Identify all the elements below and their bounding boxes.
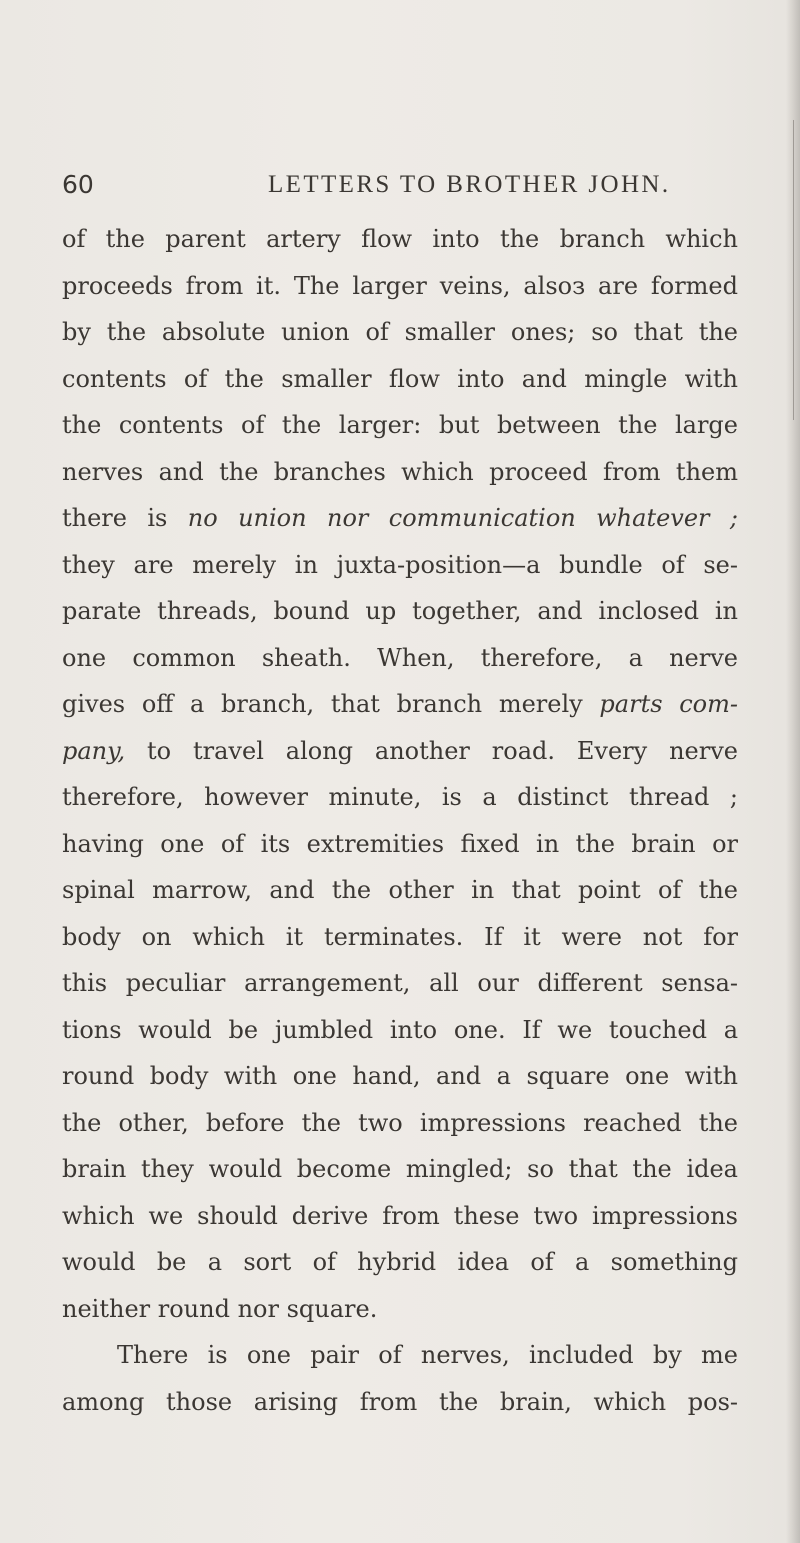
text-line-6: nerves and the branches which proceed from them bbox=[62, 457, 738, 486]
text-line-14: having one of its extremities fixed in the brain or bbox=[62, 829, 738, 858]
text-line-12 bbox=[62, 728, 738, 775]
text-line-23: would be a sort of hybrid idea of a something bbox=[62, 1248, 738, 1276]
running-title: LETTERS TO BROTHER JOHN. bbox=[268, 171, 671, 198]
text-line-26: among those arising from the brain, which pos- bbox=[62, 1387, 738, 1416]
text-line-18: tions would be jumbled into one. If we touched a bbox=[62, 1015, 738, 1044]
body-text bbox=[62, 216, 738, 1425]
text-line-9: parate threads, bound up together, and inclosed in bbox=[62, 597, 738, 625]
text-line-2: proceeds from it. The larger veins, alsoз are formed bbox=[62, 271, 738, 300]
text-line-4: contents of the smaller flow into and mingle with bbox=[62, 364, 738, 393]
text-fragment: there is bbox=[62, 504, 188, 532]
page-number: 60 bbox=[62, 170, 94, 199]
text-line-5: the contents of the larger: but between the large bbox=[62, 411, 738, 439]
text-line-22: which we should derive from these two impressions bbox=[62, 1201, 738, 1230]
text-line-25: There is one pair of nerves, included by me bbox=[117, 1341, 738, 1369]
running-head bbox=[62, 168, 762, 202]
italic-fragment: pany, bbox=[62, 736, 126, 765]
italic-fragment: parts com- bbox=[599, 690, 738, 718]
text-fragment: gives off a branch, that branch merely bbox=[62, 690, 600, 718]
text-line-3: by the absolute union of smaller ones; so that the bbox=[62, 318, 738, 346]
text-line-15: spinal marrow, and the other in that point of the bbox=[62, 876, 738, 904]
text-line-19: round body with one hand, and a square one with bbox=[62, 1062, 738, 1090]
italic-fragment: no union nor communication whatever ; bbox=[187, 504, 739, 532]
text-line-17: this peculiar arrangement, all our different sensa- bbox=[62, 969, 738, 997]
text-fragment: to travel along another road. Every nerve bbox=[125, 736, 738, 765]
page-edge-line bbox=[793, 120, 794, 420]
text-line-7 bbox=[62, 495, 738, 542]
text-line-1: of the parent artery flow into the branch which bbox=[62, 225, 738, 253]
text-line-21: brain they would become mingled; so that the idea bbox=[62, 1155, 738, 1183]
text-line-13: therefore, however minute, is a distinct thread ; bbox=[62, 783, 738, 811]
text-line-20: the other, before the two impressions reached the bbox=[62, 1108, 738, 1137]
text-line-10: one common sheath. When, therefore, a nerve bbox=[62, 643, 738, 672]
text-line-24: neither round nor square. bbox=[62, 1294, 378, 1323]
text-line-16: body on which it terminates. If it were not for bbox=[62, 922, 738, 951]
text-line-11 bbox=[62, 681, 738, 728]
text-line-8: they are merely in juxta-position—a bundle of se- bbox=[62, 550, 738, 579]
